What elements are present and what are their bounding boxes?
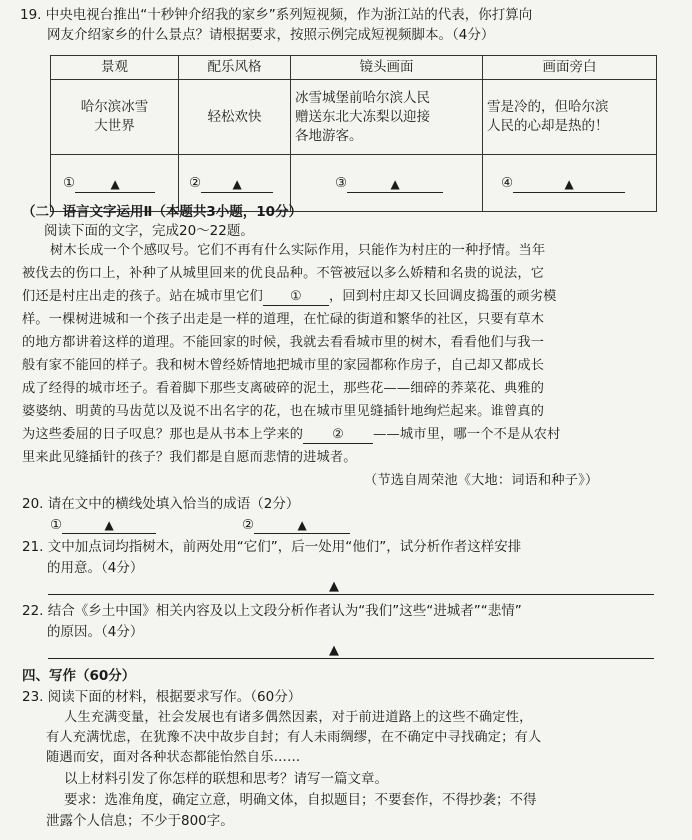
q21-answer-line[interactable]	[48, 594, 654, 595]
answer-blank-3[interactable]	[347, 176, 443, 193]
answer-triangle-icon: ▲	[564, 176, 574, 191]
q22-triangle-icon: ▲	[329, 643, 339, 658]
passage-blank-2-number: ②	[332, 427, 345, 442]
passage-line-6: 般有家不能回的样子。我和树木曾经娇情地把城市里的家园都称作房子，自己却又都成长	[22, 358, 545, 373]
table-example-row	[51, 80, 657, 155]
passage-source: （节选自周荣池《大地：词语和种子》）	[364, 473, 599, 488]
q20-blank-1-row	[50, 516, 156, 534]
section-2-title: （二）语言文字运用Ⅱ（本题共3小题，10分）	[22, 204, 303, 220]
answer-blank-4[interactable]	[513, 176, 625, 193]
q21-stem-line2: 的用意。（4分）	[47, 560, 144, 576]
passage-blank-2[interactable]	[303, 426, 373, 444]
q20-blank-2-number: ②	[242, 517, 255, 533]
example-landscape: 哈尔滨冰雪 大世界	[51, 80, 179, 155]
q19-stem-line1: 19. 中央电视台推出“十秒钟介绍我的家乡”系列短视频，作为浙江站的代表，你打算向	[20, 7, 533, 23]
answer-triangle-icon: ▲	[110, 176, 120, 191]
answer-triangle-icon: ▲	[297, 518, 307, 532]
passage-line-9-start: 为这些委屈的日子叹息？那也是从书本上学来的	[22, 427, 304, 442]
q19-script-table	[50, 55, 657, 212]
q21-stem-line1: 21. 文中加点词均指树木，前两处用“它们”，后一处用“他们”，试分析作者这样安排	[22, 539, 522, 555]
passage-line-7: 成了经得的城市坯子。看着脚下那些支离破碎的泥土，那些花——细碎的荞菜花、典雅的	[22, 381, 545, 396]
passage-line-1: 树木长成一个个感叹号。它们不再有什么实际作用，只能作为村庄的一种抒情。当年	[50, 243, 546, 258]
example-voiceover: 雪是冷的，但哈尔滨 人民的心却是热的！	[483, 80, 657, 155]
blank-number-1: ①	[63, 174, 76, 191]
section-2-intro: 阅读下面的文字，完成20～22题。	[44, 223, 254, 239]
passage-line-10: 里来此见缝插针的孩子？我们都是自愿而悲情的进城者。	[22, 450, 357, 465]
q23-requirements-line2: 泄露个人信息；不少于800字。	[46, 813, 234, 829]
q22-stem-line1: 22. 结合《乡土中国》相关内容及以上文段分析作者认为“我们”这些“进城者”“悲情”	[22, 603, 522, 619]
example-camera-shot: 冰雪城堡前哈尔滨人民 赠送东北大冻梨以迎接 各地游客。	[291, 80, 483, 155]
blank-number-4: ④	[501, 174, 514, 191]
q20-answer-blank-1[interactable]	[62, 517, 156, 534]
q20-answer-blank-2[interactable]	[254, 517, 350, 534]
answer-cell-4[interactable]	[483, 155, 657, 212]
passage-line-3-start: 们还是村庄出走的孩子。站在城市里它们	[22, 289, 263, 304]
passage-line-5: 的地方都讲着这样的道理。不能回家的时候，我就去看看城市里的树木，看看他们与我一	[22, 335, 545, 350]
q20-stem: 20. 请在文中的横线处填入恰当的成语（2分）	[22, 496, 300, 512]
passage-blank-1[interactable]	[263, 288, 329, 306]
table-header-row	[51, 56, 657, 80]
blank-number-3: ③	[335, 174, 348, 191]
header-landscape: 景观	[51, 56, 179, 80]
passage-line-9-end: ——城市里，哪一个不是从农村	[373, 427, 561, 442]
q23-prompt: 以上材料引发了你怎样的联想和思考？请写一篇文章。	[64, 771, 388, 787]
section-4-title: 四、写作（60分）	[22, 668, 136, 684]
answer-triangle-icon: ▲	[232, 176, 242, 191]
blank-number-2: ②	[189, 174, 202, 191]
answer-blank-2[interactable]	[201, 176, 273, 193]
q22-stem-line2: 的原因。（4分）	[47, 624, 144, 640]
q19-stem-line2: 网友介绍家乡的什么景点？请根据要求，按照示例完成短视频脚本。（4分）	[47, 27, 495, 43]
answer-blank-1[interactable]	[75, 176, 155, 193]
answer-triangle-icon: ▲	[104, 518, 114, 532]
q23-material-line2: 有人充满忧虑，在犹豫不决中故步自封；有人未雨绸缪，在不确定中寻找确定；有人	[46, 730, 542, 745]
header-music-style: 配乐风格	[179, 56, 291, 80]
q20-blank-2-row	[242, 516, 350, 534]
passage-line-2: 被伐去的伤口上，补种了从城里回来的优良品种。不管被冠以多么娇精和名贵的说法，它	[22, 266, 545, 281]
q23-material-line1: 人生充满变量，社会发展也有诸多偶然因素，对于前进道路上的这些不确定性，	[64, 710, 533, 725]
q22-answer-line[interactable]	[48, 658, 654, 659]
passage-line-3	[22, 288, 557, 306]
header-camera-shot: 镜头画面	[291, 56, 483, 80]
example-music-style: 轻松欢快	[179, 80, 291, 155]
q23-requirements-line1: 要求：选准角度，确定立意，明确文体，自拟题目；不要套作，不得抄袭；不得	[64, 792, 537, 808]
answer-cell-3[interactable]	[291, 155, 483, 212]
q23-stem: 23. 阅读下面的材料，根据要求写作。（60分）	[22, 689, 302, 705]
passage-line-8: 婆婆纳、明黄的马齿苋以及说不出名字的花，也在城市里见缝插针地绚烂起来。谁曾真的	[22, 404, 545, 419]
passage-line-3-end: ，回到村庄却又长回调皮捣蛋的顽劣模	[328, 289, 557, 304]
q20-blank-1-number: ①	[50, 517, 63, 533]
answer-triangle-icon: ▲	[390, 176, 400, 191]
q21-triangle-icon: ▲	[329, 579, 339, 594]
passage-line-4: 样。一棵树进城和一个孩子出走是一样的道理，在忙碌的街道和繁华的社区，只要有草木	[22, 312, 545, 327]
passage-line-9	[22, 426, 561, 444]
q23-material-line3: 随遇而安，面对各种状态都能怡然自乐……	[46, 750, 301, 765]
passage-blank-1-number: ①	[289, 289, 302, 304]
header-voiceover: 画面旁白	[483, 56, 657, 80]
